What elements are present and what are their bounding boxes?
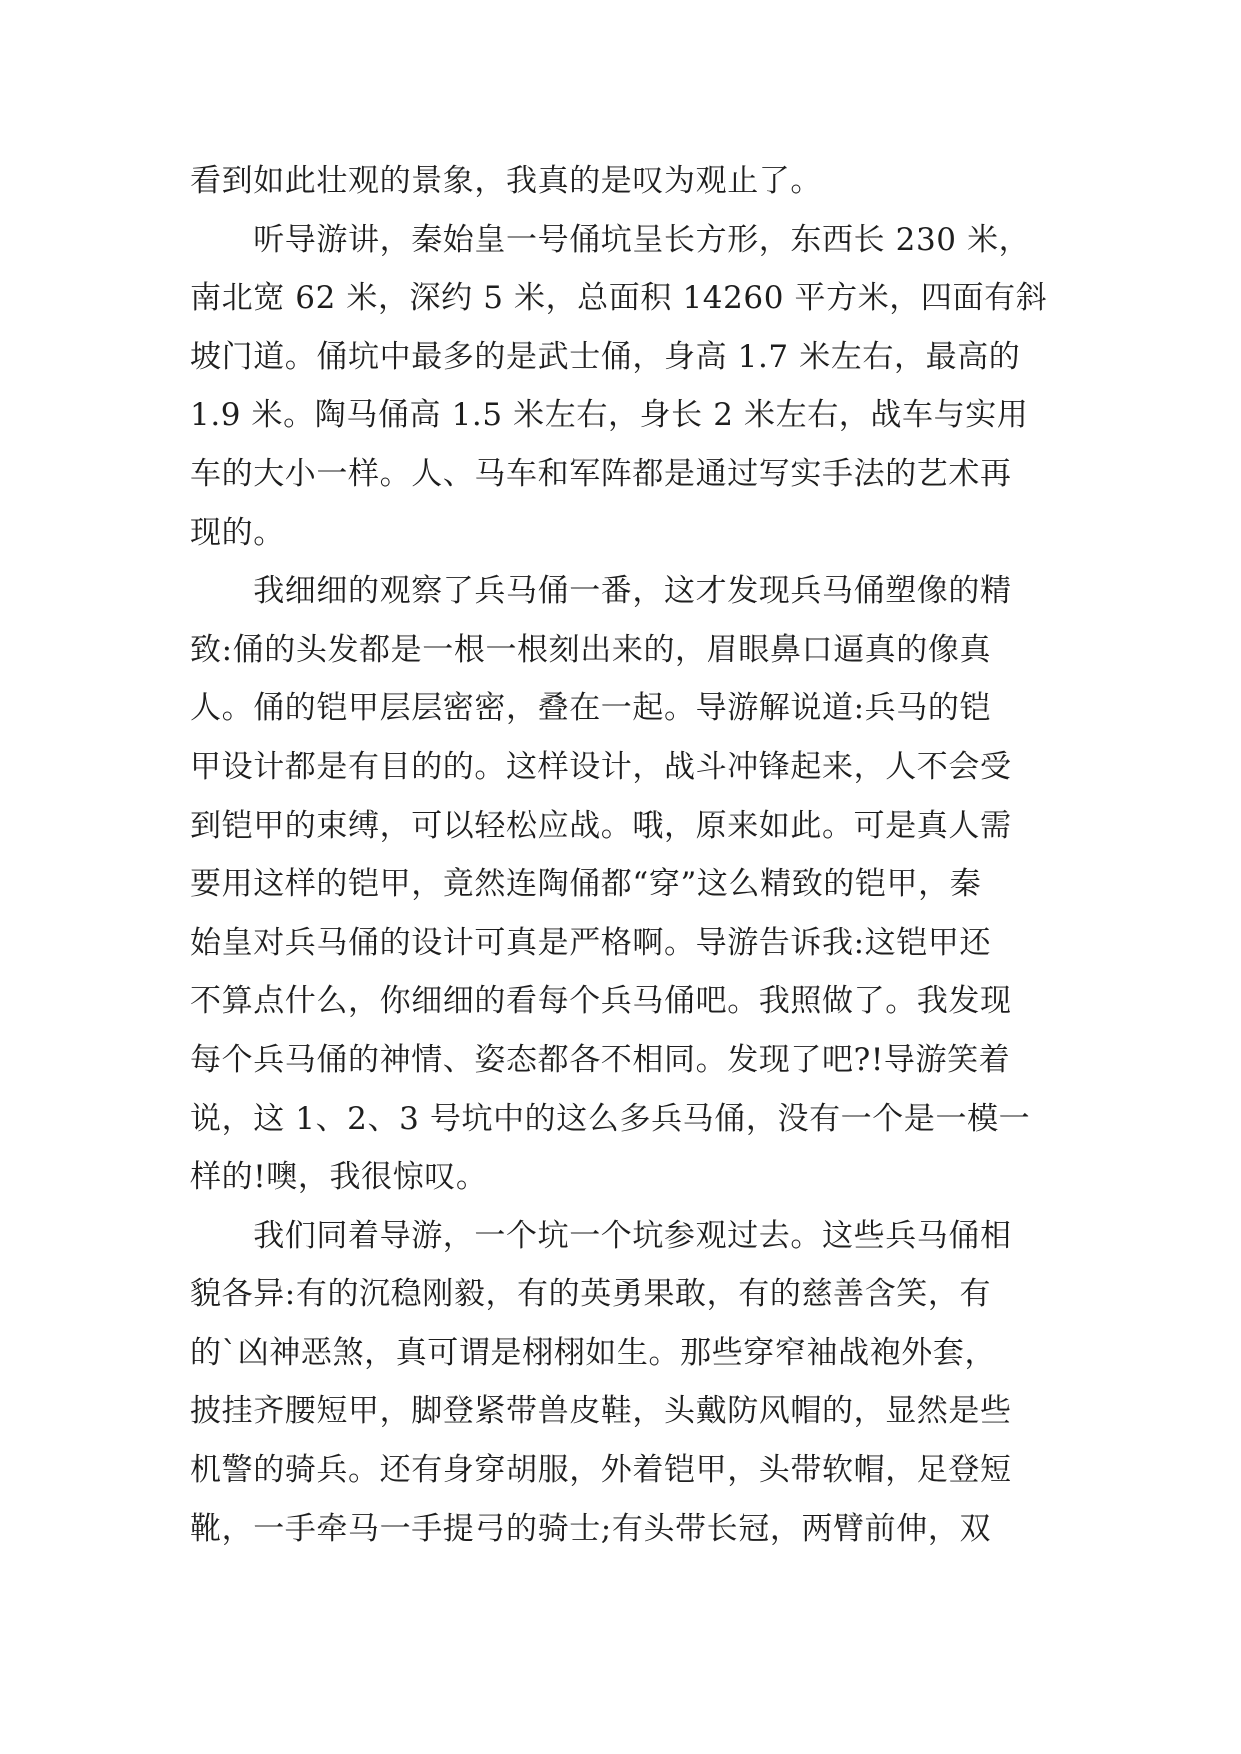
text-line: 南北宽 62 米，深约 5 米，总面积 14260 平方米，四面有斜 [190, 280, 1048, 317]
text-line: 始皇对兵马俑的设计可真是严格啊。导游告诉我:这铠甲还 [190, 924, 992, 961]
text-line: 甲设计都是有目的的。这样设计，战斗冲锋起来，人不会受 [190, 748, 1012, 785]
text-line: 人。俑的铠甲层层密密，叠在一起。导游解说道:兵马的铠 [190, 690, 992, 727]
text-line: 的`凶神恶煞，真可谓是栩栩如生。那些穿窄袖战袍外套， [190, 1334, 997, 1371]
text-line: 1.9 米。陶马俑高 1.5 米左右，身长 2 米左右，战车与实用 [190, 397, 1029, 434]
text-line: 致:俑的头发都是一根一根刻出来的，眉眼鼻口逼真的像真 [190, 631, 992, 668]
text-line: 到铠甲的束缚，可以轻松应战。哦，原来如此。可是真人需 [190, 807, 1012, 844]
text-line: 说，这 1、2、3 号坑中的这么多兵马俑，没有一个是一模一 [190, 1100, 1031, 1137]
text-line: 每个兵马俑的神情、姿态都各不相同。发现了吧?!导游笑着 [190, 1041, 1011, 1078]
text-line: 车的大小一样。人、马车和军阵都是通过写实手法的艺术再 [190, 455, 1012, 492]
text-line: 样的!噢，我很惊叹。 [190, 1159, 488, 1196]
text-line: 披挂齐腰短甲，脚登紧带兽皮鞋，头戴防风帽的，显然是些 [190, 1393, 1012, 1430]
text-line: 我细细的观察了兵马俑一番，这才发现兵马俑塑像的精 [190, 573, 1012, 610]
text-line: 靴，一手牵马一手提弓的骑士;有头带长冠，两臂前伸，双 [190, 1510, 992, 1547]
text-line: 要用这样的铠甲，竟然连陶俑都“穿”这么精致的铠甲，秦 [190, 866, 982, 903]
body-text [190, 152, 1060, 1558]
text-line: 看到如此壮观的景象，我真的是叹为观止了。 [190, 163, 822, 199]
text-line: 现的。 [190, 514, 285, 551]
text-line: 我们同着导游，一个坑一个坑参观过去。这些兵马俑相 [190, 1217, 1012, 1254]
text-line: 坡门道。俑坑中最多的是武士俑，身高 1.7 米左右，最高的 [190, 338, 1021, 375]
text-line: 不算点什么，你细细的看每个兵马俑吧。我照做了。我发现 [190, 983, 1012, 1020]
text-line: 貌各异:有的沉稳刚毅，有的英勇果敢，有的慈善含笑，有 [190, 1276, 992, 1313]
text-line: 机警的骑兵。还有身穿胡服，外着铠甲，头带软帽，足登短 [190, 1452, 1012, 1489]
text-line: 听导游讲，秦始皇一号俑坑呈长方形，东西长 230 米， [190, 221, 1031, 258]
